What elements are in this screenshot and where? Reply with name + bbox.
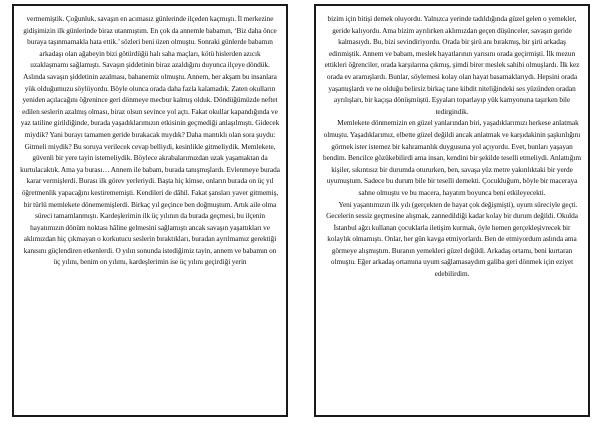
right-paragraph: Memlekete dönmemizin en güzel yanlarından biri, yaşadıklarımızı herkese anlatmak olmuştu. Yaşadıklarımız, elbette güzel değildi ancak anlatmak ve karşıdakinin şaşkınlığını görmek ister istemez bir kahramanlık duygusuna yol açıyordu. Evet, bunları yaşayan bendim. Bencilce gözükebilirdi ama insan, kendini bir şekilde teselli etmeliydi. Anlattığım kişiler, sıkıntısız bir durumda otururken, ben, savaşa yüz metre yakınlıktaki bir yerde uyumuştum. Sadece bu durum bile bir teselli demekti. Çocukluğum, böyle bir maceraya sahne olmuştu ve bu macera, hayatım boyunca beni etkileyecekti.	[323, 118, 581, 197]
left-paragraph: vermemiştik. Çoğunluk, savaşın en acımasız günlerinde ilçeden kaçmıştı. İl merkezine gidişimizin ilk günlerinde biraz utanmıştım. En çok da annemle babamın, ‘Biz daha önce buraya taşınmamakla hata ettik.’ sözleri beni üzen olmuştu. Sonraki günlerde babamın arkadaşı olan ağabeyin bizi götürdüğü halı saha maçları, kötü hislerden azıcık uzaklaşmamı sağlamıştı. Savaşın şiddetinin biraz azaldığını duyunca ilçeye döndük. Aslında savaşın şiddetinin azalması, bahanemiz olmuştu. Annem, her akşam bu insanlara yük olduğumuzu söylüyordu. Böyle olunca orada daha fazla kalamadık. Zaten okulların yeniden açılacağını öğrenince geri dönmeye mecbur kalmış olduk. Döndüğümüzde neftet edilen seslerin azalmış olması, biraz olsun sevince yol açtı. Fakat okullar kapandığında ve yaz tatiline girildiğinde, burada yaşadıklarımızın etkisinin geçmediği anlaşılmıştı. Gidecek miydik? Yani burayı tamamen geride bırakacak mıydık? Daha mantıklı olan sora şuydu: Gitmeli miydik? Bu soruya verilecek cevap belliydi, kesinlikle gitmeliydik. Memlekete, güvenli bir yere tayin istemeliydik. Böylece akrabalarımızdan uzak yaşamaktan da kurtulacaktık. Ama ya burası… Annem ile babam, burada tanışmışlardı. Evlenmeye burada karar vermişlerdi. Burası ilk görev yerleriydi. Başta hiç kimse, onların burada on üç yıl öğretmenlik yapacağını kestirememişti. Kendileri de dâhil. Fakat şansları yaver gitmemiş, bir türlü memlekete dönememişlerdi. Birkaç yıl geçince ben doğmuştum. Artık aile olma süreci tamamlanmıştı. Kardeşlerimin ilk üç yılının da burada geçmesi, bu ilçenin hayatımızın dönüm noktası hâline gelmesini sağlamıştı ancak savaşın yaşattıkları ve aklımızdan hiç çıkmayan o korkutucu seslerin bıraktıkları, buradan ayrılmamız gerektiği kanısını güçlendiren etkenlerdi. O yılın sonunda istediğimiz tayin, annem ve babamın on üç yılını, benim on yılımı, kardeşlerimin ise üç yılını geçirdiği yerin	[20, 14, 280, 267]
right-paragraph: bizim için bitişi demek oluyordu. Yalnızca yerinde tadıldığında güzel gelen o yemekler, geride kalıyordu. Ama bizim ayrılırken aklımızdan geçen düşünceler, savaşın geride kalmasıydı. Bu, bizi sevindiriyordu. Orada bir şirü anı bırakmış, bir şirü arkadaş edinmiştik. Annem ve babam, meslek hayatlarının yarısını orada geçirmişti. İlk mezun ettikleri öğrenciler, orada karşılarına çıkmış, şimdi birer meslek sahibi olmuşlardı. İlk kez orada ev aramışlardı. Bunlar, söylemesi kolay olan hayat basamaklarıydı. Hepsini orada yaşamışlardı ve ne olduğu belirsiz birkaç tane kibdit niteliğindeki ses yüzünden oradan ayrılışları, bir kaçışa dönüşmüştü. Eşyaları toparlayıp yük kamyonuna taşırken bile tedirgindik.	[324, 14, 580, 116]
right-paragraph: Yeni yaşantımızın ilk yılı (gerçekten de hayat çok değişmişti), uyum süreciyle geçti. Gecelerin sessiz geçmesine alışmak, zannedildiği kadar kolay bir durum değildi. Okulda İstanbul ağzı kullanan çocuklarla iletişim kurmak, öyle hemen gerçekleşivrecek bir kolaylık olmamıştı. Onlar, her gün kavga etmiyorlardı. Ben de etmiyordum aslında ama görmeye alışmıştım. Buranın yemekleri güzel değildi. Arkadaş ortamı, beni kurtaran olmuştu. Eğer arkadaş ortamına uyum sağlamasaydım galiba geri dönmek için eziyet edebilirdim.	[326, 199, 578, 279]
left-page	[12, 4, 288, 417]
right-page	[314, 4, 590, 417]
